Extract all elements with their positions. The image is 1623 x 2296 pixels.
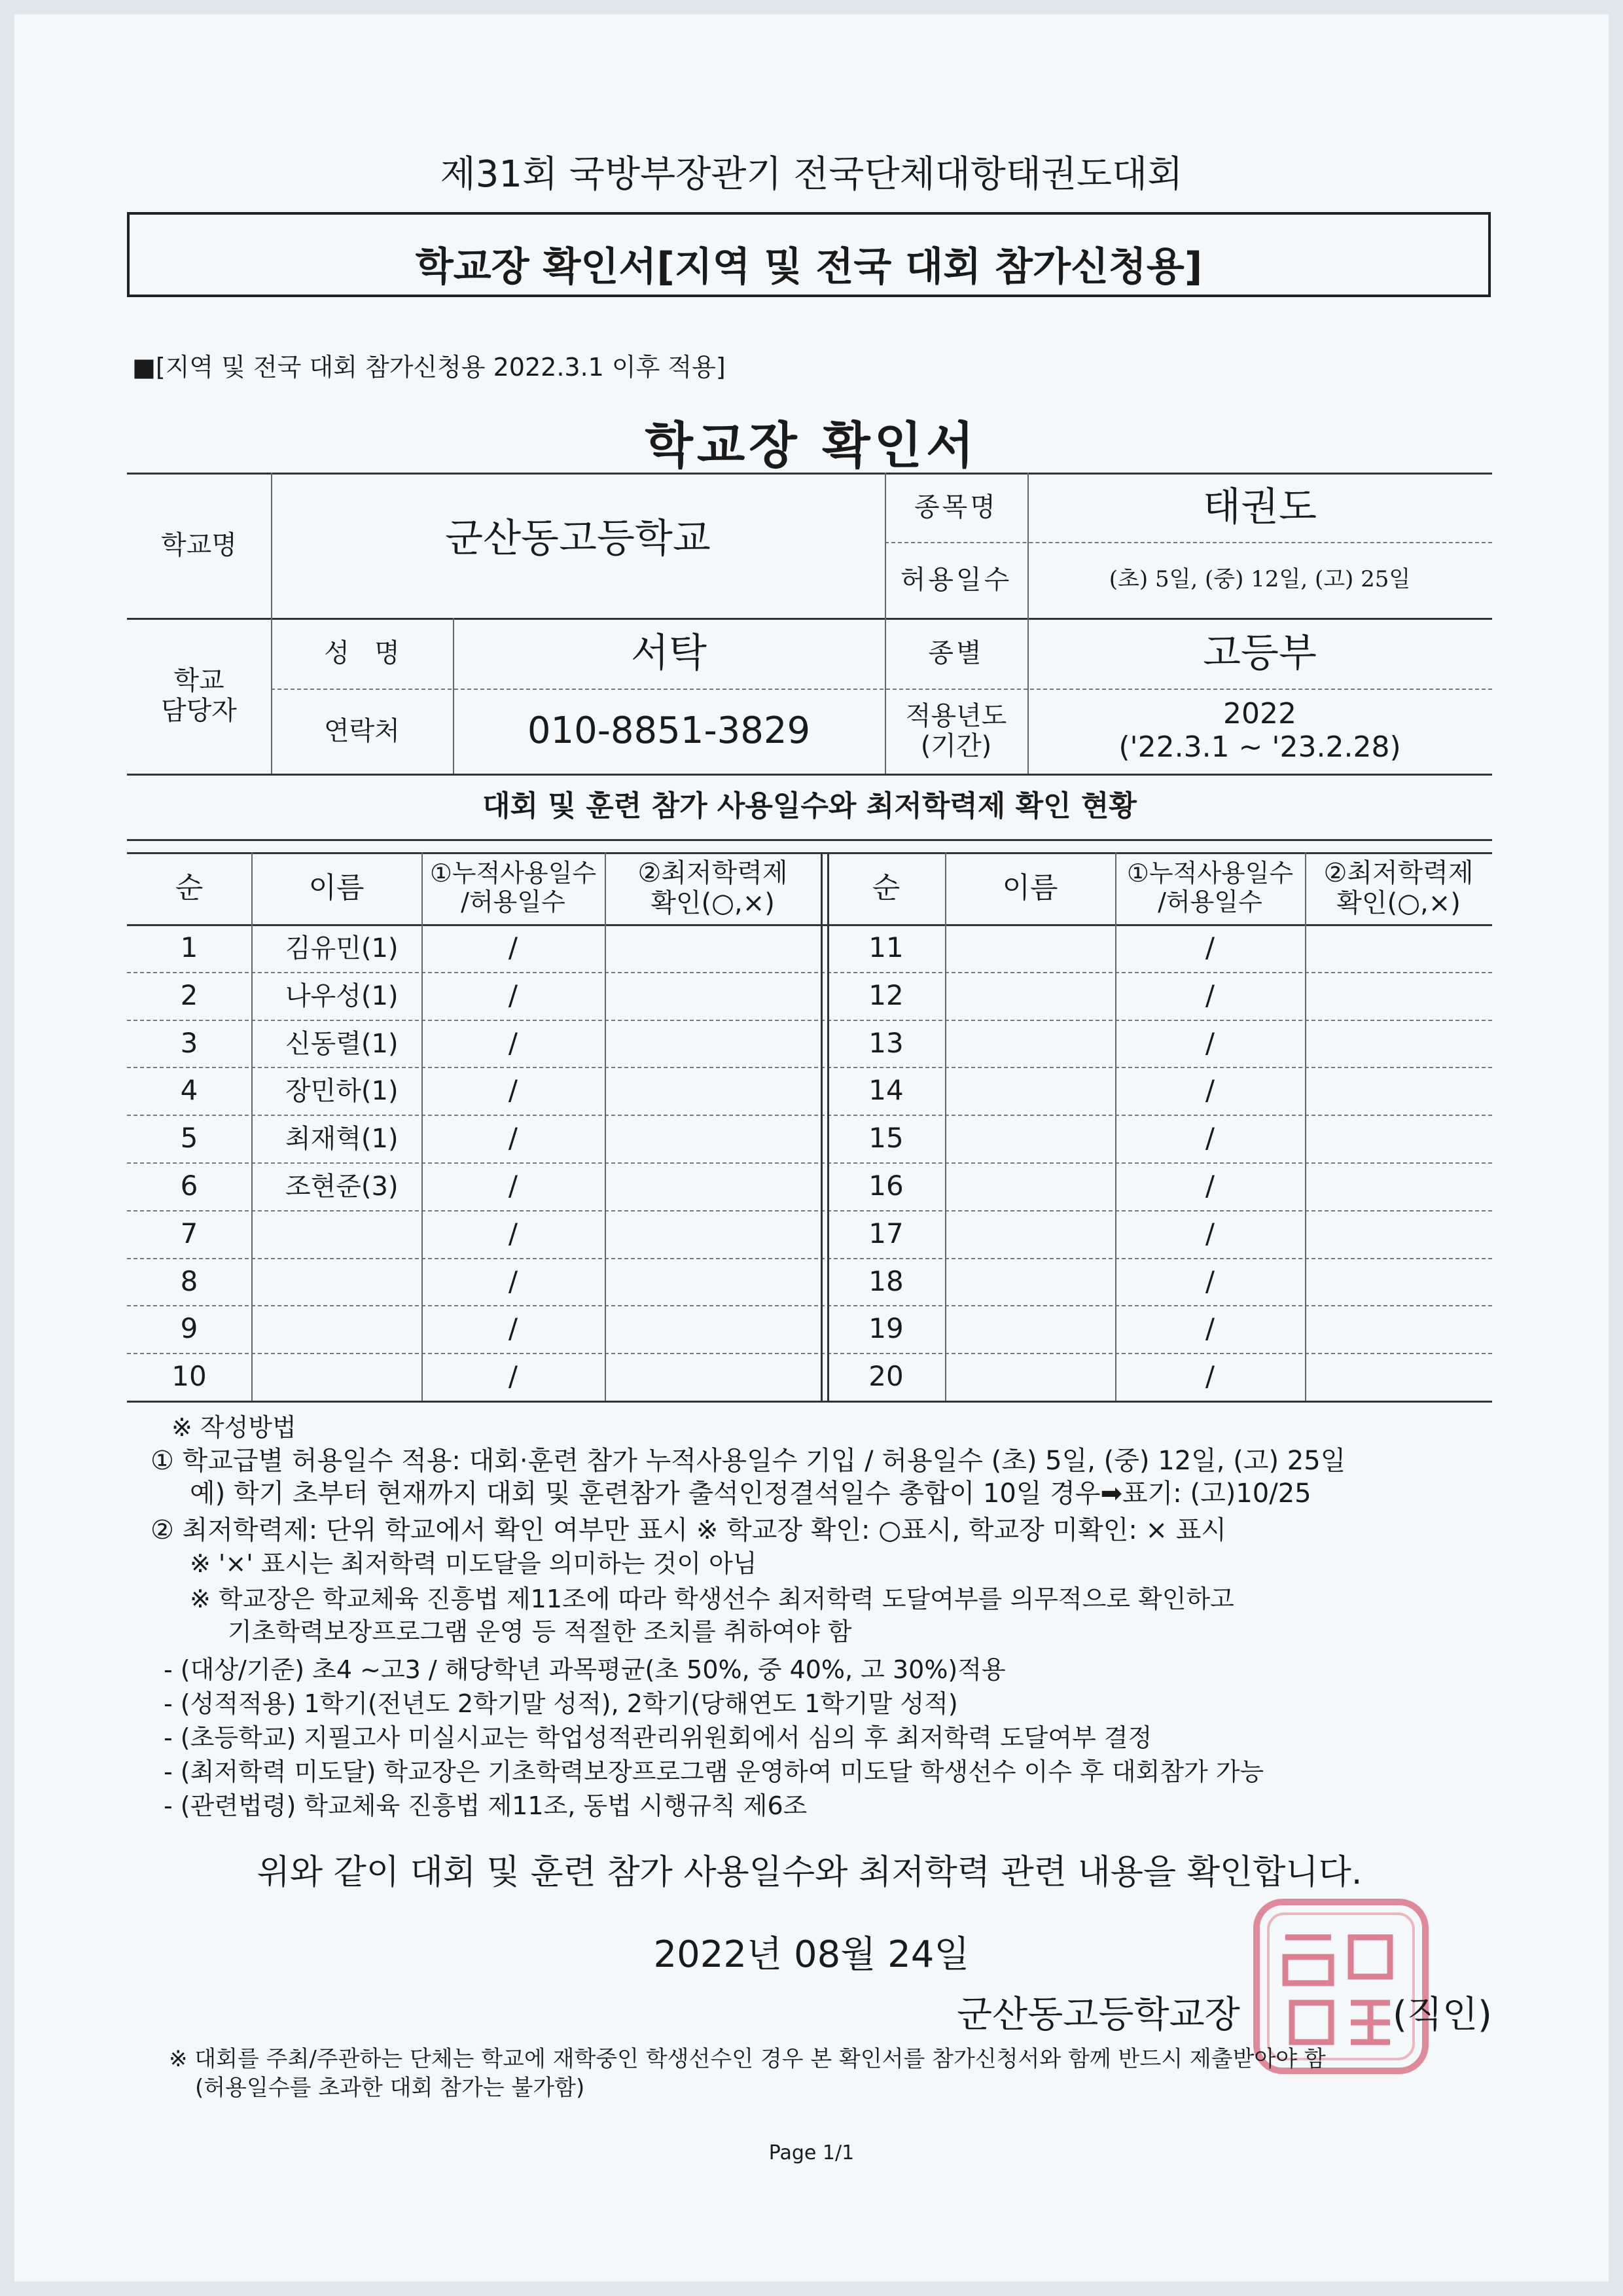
contact-value: 010-8851-3829 [527, 709, 811, 752]
school-manager-label: 학교 담당자 [161, 666, 237, 726]
footer-note: ※ 대회를 주최/주관하는 단체는 학교에 재학중인 학생선수인 경우 본 확인서를 참가신청서와 함께 반드시 제출받아야 함 [169, 2046, 1326, 2072]
col-usage-right: ①누적사용일수 /허용일수 [1126, 859, 1294, 916]
row-usage: / [508, 1217, 518, 1250]
confirmation-statement: 위와 같이 대회 및 훈련 참가 사용일수와 최저학력 관련 내용을 확인합니다. [257, 1853, 1363, 1892]
principal-signature: 군산동고등학교장 [957, 1994, 1240, 2036]
row-name [251, 1258, 421, 1306]
row-number: 3 [180, 1027, 198, 1060]
col-academic-right: ②최저학력제 확인(○,×) [1323, 858, 1474, 918]
event-title: 제31회 국방부장관기 전국단체대항태권도대회 [440, 153, 1183, 196]
category-label: 종별 [928, 638, 984, 668]
row-number: 8 [180, 1265, 198, 1298]
manager-name-label: 성 명 [324, 638, 400, 668]
instruction-2-note-a: ※ '×' 표시는 최저학력 미도달을 의미하는 것이 아님 [190, 1549, 757, 1578]
allowed-days-value: (초) 5일, (중) 12일, (고) 25일 [1109, 566, 1411, 593]
school-name-label: 학교명 [161, 530, 237, 560]
row-academic [1305, 1115, 1492, 1162]
row-number: 5 [180, 1122, 198, 1155]
row-name: 나우성(1) [285, 980, 399, 1011]
row-academic [605, 972, 821, 1020]
row-name [945, 1020, 1115, 1067]
row-usage: / [1205, 931, 1215, 964]
row-academic [605, 1305, 821, 1353]
row-academic [1305, 1020, 1492, 1067]
row-name: 신동렬(1) [285, 1028, 399, 1059]
row-academic [1305, 924, 1492, 972]
row-name [251, 1210, 421, 1258]
row-academic [605, 1353, 821, 1401]
row-name [945, 1115, 1115, 1162]
instruction-dash-4: - (최저학력 미도달) 학교장은 기초학력보장프로그램 운영하여 미도달 학생선수 이수 후 대회참가 가능 [164, 1757, 1264, 1786]
row-name: 최재혁(1) [285, 1123, 399, 1154]
instruction-dash-1: - (대상/기준) 초4 ~고3 / 해당학년 과목평균(초 50%, 중 40%, 고 30%)적용 [164, 1655, 1006, 1684]
category-value: 고등부 [1203, 630, 1317, 676]
row-name [945, 1353, 1115, 1401]
instruction-dash-3: - (초등학교) 지필고사 미실시교는 학업성적관리위원회에서 심의 후 최저학력 도달여부 결정 [164, 1723, 1152, 1752]
instruction-2: ② 최저학력제: 단위 학교에서 확인 여부만 표시 ※ 학교장 확인: ○표시, 학교장 미확인: × 표시 [151, 1515, 1227, 1545]
seal-label: (직인) [1393, 1994, 1492, 2036]
row-academic [1305, 972, 1492, 1020]
form-title: 학교장 확인서[지역 및 전국 대회 참가신청용] [415, 244, 1203, 290]
row-usage: / [508, 1027, 518, 1060]
row-name [945, 1305, 1115, 1353]
row-number: 2 [180, 979, 198, 1012]
row-usage: / [508, 931, 518, 964]
row-name [251, 1305, 421, 1353]
row-academic [605, 1067, 821, 1115]
row-usage: / [1205, 1122, 1215, 1155]
row-academic [605, 1115, 821, 1162]
manager-name-value: 서탁 [631, 630, 707, 676]
instruction-1-example: 예) 학기 초부터 현재까지 대회 및 훈련참가 출석인정결석일수 총합이 10일 경우➡표기: (고)10/25 [190, 1479, 1311, 1509]
row-number: 10 [171, 1360, 207, 1393]
row-number: 12 [868, 979, 904, 1012]
apply-year-label: 적용년도 (기간) [905, 701, 1007, 761]
row-academic [605, 924, 821, 972]
row-number: 9 [180, 1312, 198, 1345]
row-usage: / [1205, 1027, 1215, 1060]
row-usage: / [508, 1170, 518, 1202]
row-name [945, 924, 1115, 972]
row-usage: / [1205, 1217, 1215, 1250]
row-academic [1305, 1210, 1492, 1258]
sport-value: 태권도 [1203, 484, 1317, 530]
row-number: 20 [868, 1360, 904, 1393]
row-academic [1305, 1162, 1492, 1210]
col-name-right: 이름 [1002, 870, 1058, 905]
instruction-dash-5: - (관련법령) 학교체육 진흥법 제11조, 동법 시행규칙 제6조 [164, 1791, 808, 1820]
row-usage: / [1205, 1074, 1215, 1107]
row-number: 13 [868, 1027, 904, 1060]
row-name [945, 1067, 1115, 1115]
col-usage-left: ①누적사용일수 /허용일수 [429, 859, 597, 916]
row-number: 19 [868, 1312, 904, 1345]
row-academic [1305, 1353, 1492, 1401]
row-usage: / [508, 1360, 518, 1393]
row-usage: / [508, 1074, 518, 1107]
row-usage: / [508, 1312, 518, 1345]
row-name: 김유민(1) [285, 933, 399, 963]
row-academic [605, 1162, 821, 1210]
page-number: Page 1/1 [768, 2142, 855, 2164]
row-academic [1305, 1258, 1492, 1306]
issue-date: 2022년 08월 24일 [653, 1933, 970, 1976]
row-number: 15 [868, 1122, 904, 1155]
apply-year-value: 2022 ('22.3.1 ~ '23.2.28) [1118, 697, 1401, 764]
row-number: 1 [180, 931, 198, 964]
row-academic [1305, 1067, 1492, 1115]
footer-note-cont: (허용일수를 초과한 대회 참가는 불가함) [195, 2075, 585, 2101]
row-academic [605, 1258, 821, 1306]
row-number: 4 [180, 1074, 198, 1107]
row-number: 16 [868, 1170, 904, 1202]
row-academic [1305, 1305, 1492, 1353]
row-name [945, 1162, 1115, 1210]
instruction-2-note-b: ※ 학교장은 학교체육 진흥법 제11조에 따라 학생선수 최저학력 도달여부를 의무적으로 확인하고 [190, 1585, 1234, 1613]
status-heading: 대회 및 훈련 참가 사용일수와 최저학력제 확인 현황 [482, 789, 1137, 823]
row-usage: / [508, 979, 518, 1012]
row-number: 11 [868, 931, 904, 964]
row-usage: / [508, 1122, 518, 1155]
row-usage: / [1205, 1312, 1215, 1345]
row-usage: / [1205, 1265, 1215, 1298]
instruction-1: ① 학교급별 허용일수 적용: 대회·훈련 참가 누적사용일수 기입 / 허용일수 (초) 5일, (중) 12일, (고) 25일 [151, 1446, 1346, 1476]
instruction-dash-2: - (성적적용) 1학기(전년도 2학기말 성적), 2학기(당해연도 1학기말 성적) [164, 1689, 958, 1718]
page-title: 학교장 확인서 [645, 416, 978, 475]
row-number: 7 [180, 1217, 198, 1250]
row-academic [605, 1020, 821, 1067]
row-name: 조현준(3) [285, 1171, 399, 1202]
row-usage: / [1205, 979, 1215, 1012]
allowed-days-label: 허용일수 [900, 565, 1012, 595]
row-number: 6 [180, 1170, 198, 1202]
row-usage: / [508, 1265, 518, 1298]
row-usage: / [1205, 1170, 1215, 1202]
col-academic-left: ②최저학력제 확인(○,×) [637, 858, 788, 918]
instruction-2-note-b-cont: 기초학력보장프로그램 운영 등 적절한 조치를 취하여야 함 [228, 1617, 852, 1646]
row-academic [605, 1210, 821, 1258]
row-usage: / [1205, 1360, 1215, 1393]
row-number: 18 [868, 1265, 904, 1298]
col-name-left: 이름 [308, 870, 365, 905]
row-number: 17 [868, 1217, 904, 1250]
sport-label: 종목명 [914, 492, 998, 522]
row-name [945, 1210, 1115, 1258]
row-number: 14 [868, 1074, 904, 1107]
row-name [251, 1353, 421, 1401]
col-no-left: 순 [175, 870, 204, 905]
contact-label: 연락처 [324, 716, 400, 746]
row-name: 장민하(1) [285, 1075, 399, 1106]
form-note: ■[지역 및 전국 대회 참가신청용 2022.3.1 이후 적용] [132, 353, 726, 382]
instructions-heading: ※ 작성방법 [171, 1413, 296, 1442]
row-name [945, 972, 1115, 1020]
row-name [945, 1258, 1115, 1306]
school-name-value: 군산동고등학교 [445, 515, 711, 562]
col-no-right: 순 [872, 870, 901, 905]
document-page [14, 14, 1609, 2282]
